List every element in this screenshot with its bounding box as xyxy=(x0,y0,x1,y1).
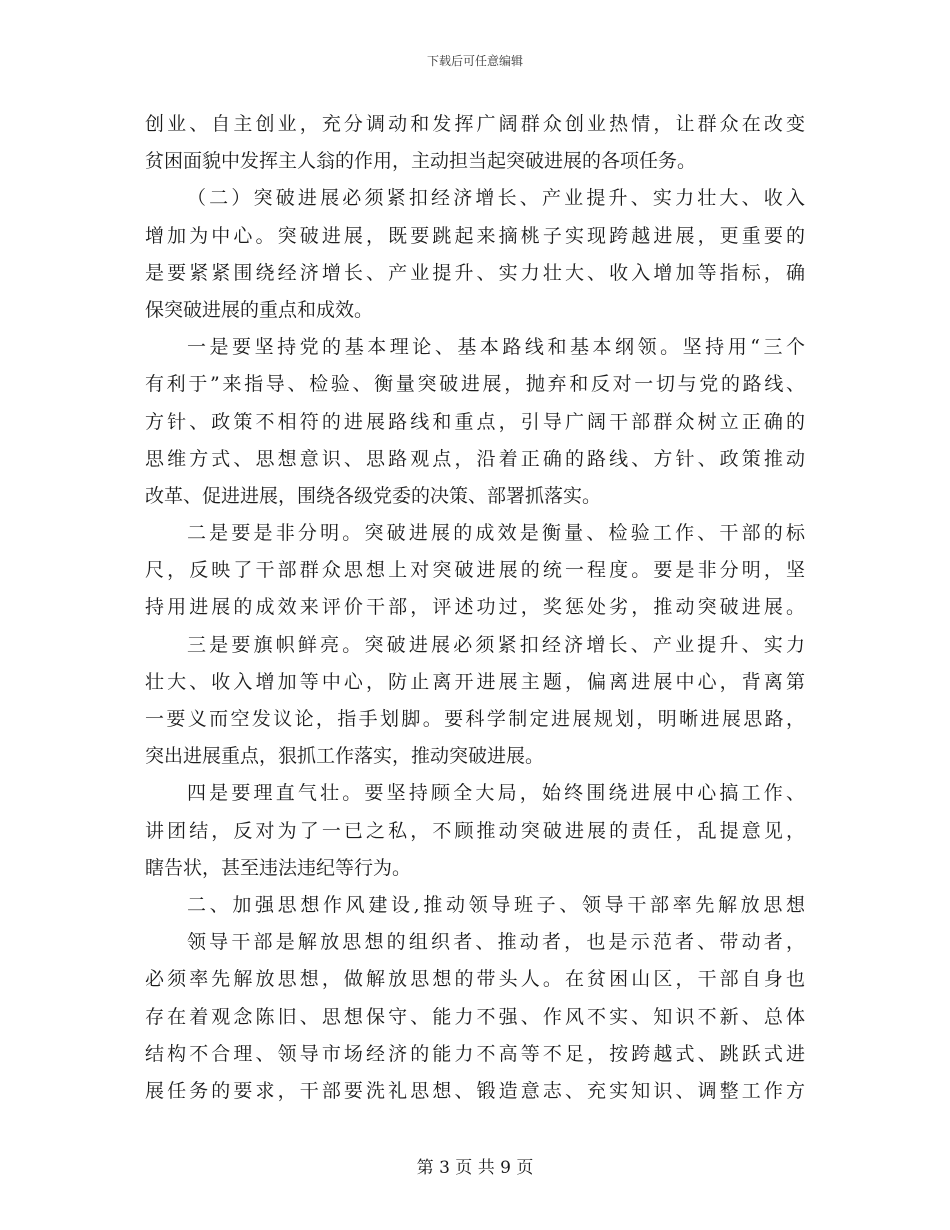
body-line: 存在着观念陈旧、思想保守、能力不强、作风不实、知识不新、总体 xyxy=(145,1005,805,1028)
document-body xyxy=(145,106,805,1110)
page-number-footer: 第 3 页 共 9 页 xyxy=(416,1158,534,1178)
body-line: 增加为中心。突破进展，既要跳起来摘桃子实现跨越进展，更重要的 xyxy=(145,224,805,247)
body-line: 贫困面貌中发挥主人翁的作用，主动担当起突破进展的各项任务。 xyxy=(145,150,697,173)
body-line: 壮大、收入增加等中心，防止离开进展主题，偏离进展中心，背离第 xyxy=(145,670,805,693)
body-line: 结构不合理、领导市场经济的能力不高等不足，按跨越式、跳跃式进 xyxy=(145,1042,805,1065)
body-line: 突出进展重点，狠抓工作落实，推动突破进展。 xyxy=(145,745,545,768)
body-line: 必须率先解放思想，做解放思想的带头人。在贫困山区，干部自身也 xyxy=(145,968,805,991)
body-line: 创业、自主创业，充分调动和发挥广阔群众创业热情，让群众在改变 xyxy=(145,113,805,135)
body-line: 尺，反映了干部群众思想上对突破进展的统一程度。要是非分明，坚 xyxy=(145,559,805,582)
section-heading: 二、加强思想作风建设,推动领导班子、领导干部率先解放思想 xyxy=(187,893,805,916)
body-line: 展任务的要求，干部要洗礼思想、锻造意志、充实知识、调整工作方 xyxy=(145,1079,805,1102)
body-line: 二是要是非分明。突破进展的成效是衡量、检验工作、干部的标 xyxy=(187,522,805,545)
page-header: 下载后可任意编辑 xyxy=(426,54,523,68)
body-line: 瞎告状，甚至违法违纪等行为。 xyxy=(145,856,412,879)
body-line: 是要紧紧围绕经济增长、产业提升、实力壮大、收入增加等指标，确 xyxy=(145,261,805,284)
body-line: 保突破进展的重点和成效。 xyxy=(145,298,374,321)
body-line: 三是要旗帜鲜亮。突破进展必须紧扣经济增长、产业提升、实力 xyxy=(187,633,805,656)
body-line: 思维方式、思想意识、思路观点，沿着正确的路线、方针、政策推动 xyxy=(145,447,805,470)
body-line: 领导干部是解放思想的组织者、推动者，也是示范者、带动者， xyxy=(187,931,805,954)
body-line: 有利于”来指导、检验、衡量突破进展，抛弃和反对一切与党的路线、 xyxy=(145,373,805,396)
body-line: 讲团结，反对为了一已之私，不顾推动突破进展的责任，乱提意见， xyxy=(145,819,805,842)
body-line: 方针、政策不相符的进展路线和重点，引导广阔干部群众树立正确的 xyxy=(145,410,805,433)
body-line: （二）突破进展必须紧扣经济增长、产业提升、实力壮大、收入 xyxy=(187,187,805,210)
body-line: 一要义而空发议论，指手划脚。要科学制定进展规划，明晰进展思路， xyxy=(145,708,805,730)
body-line: 一是要坚持党的基本理论、基本路线和基本纲领。坚持用“三个 xyxy=(187,336,805,359)
body-line: 持用进展的成效来评价干部，评述功过，奖惩处劣，推动突破进展。 xyxy=(145,596,805,619)
body-line: 四是要理直气壮。要坚持顾全大局，始终围绕进展中心搞工作、 xyxy=(187,782,805,805)
body-line: 改革、促进进展，围绕各级党委的决策、部署抓落实。 xyxy=(145,484,602,507)
